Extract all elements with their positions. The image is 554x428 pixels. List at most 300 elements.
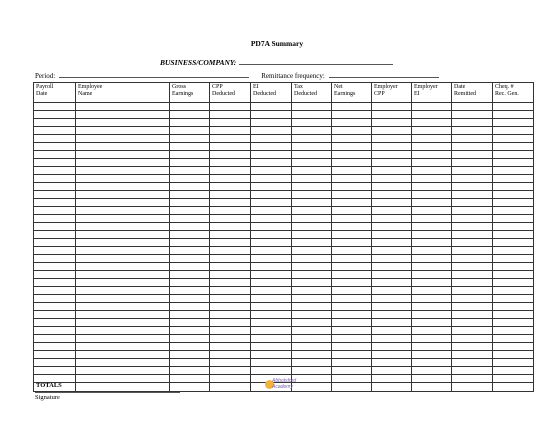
table-cell[interactable]: [292, 167, 332, 175]
table-cell[interactable]: [170, 247, 210, 255]
table-cell[interactable]: [76, 191, 170, 199]
table-cell[interactable]: [34, 119, 76, 127]
table-cell[interactable]: [210, 319, 251, 327]
table-cell[interactable]: [292, 319, 332, 327]
table-cell[interactable]: [251, 175, 292, 183]
table-cell[interactable]: [332, 239, 372, 247]
table-cell[interactable]: [76, 119, 170, 127]
table-cell[interactable]: [170, 111, 210, 119]
table-cell[interactable]: [452, 183, 493, 191]
table-cell[interactable]: [452, 343, 493, 351]
table-cell[interactable]: [210, 335, 251, 343]
table-cell[interactable]: [372, 255, 412, 263]
table-cell[interactable]: [412, 191, 452, 199]
table-cell[interactable]: [170, 103, 210, 111]
table-cell[interactable]: [210, 127, 251, 135]
table-cell[interactable]: [292, 207, 332, 215]
table-cell[interactable]: [76, 151, 170, 159]
table-cell[interactable]: [493, 359, 534, 367]
table-cell[interactable]: [493, 303, 534, 311]
table-cell[interactable]: [170, 191, 210, 199]
table-cell[interactable]: [372, 207, 412, 215]
table-cell[interactable]: [412, 239, 452, 247]
table-cell[interactable]: [332, 303, 372, 311]
table-cell[interactable]: [332, 111, 372, 119]
table-cell[interactable]: [34, 239, 76, 247]
table-cell[interactable]: [292, 231, 332, 239]
table-cell[interactable]: [493, 247, 534, 255]
table-cell[interactable]: [493, 311, 534, 319]
table-cell[interactable]: [170, 295, 210, 303]
table-cell[interactable]: [34, 271, 76, 279]
table-cell[interactable]: [493, 231, 534, 239]
table-cell[interactable]: [292, 255, 332, 263]
table-cell[interactable]: [251, 231, 292, 239]
table-cell[interactable]: [412, 263, 452, 271]
table-cell[interactable]: [76, 223, 170, 231]
table-cell[interactable]: [170, 263, 210, 271]
table-cell[interactable]: [292, 271, 332, 279]
table-cell[interactable]: [34, 231, 76, 239]
totals-cell[interactable]: [372, 383, 412, 392]
table-cell[interactable]: [372, 351, 412, 359]
table-cell[interactable]: [251, 295, 292, 303]
table-cell[interactable]: [332, 247, 372, 255]
table-cell[interactable]: [372, 335, 412, 343]
table-cell[interactable]: [452, 151, 493, 159]
table-cell[interactable]: [493, 279, 534, 287]
table-cell[interactable]: [210, 167, 251, 175]
table-cell[interactable]: [412, 175, 452, 183]
table-cell[interactable]: [452, 375, 493, 383]
table-cell[interactable]: [210, 351, 251, 359]
table-cell[interactable]: [412, 119, 452, 127]
table-cell[interactable]: [76, 175, 170, 183]
table-cell[interactable]: [292, 303, 332, 311]
table-cell[interactable]: [452, 223, 493, 231]
table-cell[interactable]: [210, 271, 251, 279]
table-cell[interactable]: [292, 175, 332, 183]
table-cell[interactable]: [76, 375, 170, 383]
table-cell[interactable]: [332, 143, 372, 151]
table-cell[interactable]: [170, 255, 210, 263]
table-cell[interactable]: [170, 375, 210, 383]
table-cell[interactable]: [251, 223, 292, 231]
table-cell[interactable]: [332, 159, 372, 167]
table-cell[interactable]: [452, 255, 493, 263]
table-cell[interactable]: [332, 151, 372, 159]
table-cell[interactable]: [170, 343, 210, 351]
table-cell[interactable]: [452, 143, 493, 151]
table-cell[interactable]: [251, 319, 292, 327]
table-cell[interactable]: [76, 295, 170, 303]
table-cell[interactable]: [251, 279, 292, 287]
table-cell[interactable]: [34, 159, 76, 167]
table-cell[interactable]: [412, 135, 452, 143]
table-cell[interactable]: [170, 207, 210, 215]
table-cell[interactable]: [493, 199, 534, 207]
table-cell[interactable]: [372, 359, 412, 367]
table-cell[interactable]: [452, 135, 493, 143]
table-cell[interactable]: [292, 351, 332, 359]
table-cell[interactable]: [170, 359, 210, 367]
table-cell[interactable]: [332, 119, 372, 127]
table-cell[interactable]: [210, 247, 251, 255]
table-cell[interactable]: [493, 103, 534, 111]
table-cell[interactable]: [372, 295, 412, 303]
table-cell[interactable]: [34, 351, 76, 359]
table-cell[interactable]: [292, 311, 332, 319]
table-cell[interactable]: [332, 223, 372, 231]
table-cell[interactable]: [251, 159, 292, 167]
table-cell[interactable]: [251, 127, 292, 135]
table-cell[interactable]: [452, 271, 493, 279]
table-cell[interactable]: [372, 231, 412, 239]
table-cell[interactable]: [332, 295, 372, 303]
table-cell[interactable]: [493, 167, 534, 175]
table-cell[interactable]: [170, 119, 210, 127]
table-cell[interactable]: [493, 255, 534, 263]
totals-cell[interactable]: [170, 383, 210, 392]
table-cell[interactable]: [332, 311, 372, 319]
table-cell[interactable]: [251, 351, 292, 359]
table-cell[interactable]: [412, 143, 452, 151]
table-cell[interactable]: [292, 287, 332, 295]
table-cell[interactable]: [170, 311, 210, 319]
table-cell[interactable]: [292, 119, 332, 127]
totals-cell[interactable]: [493, 383, 534, 392]
table-cell[interactable]: [210, 263, 251, 271]
table-cell[interactable]: [34, 335, 76, 343]
table-cell[interactable]: [412, 311, 452, 319]
table-cell[interactable]: [372, 151, 412, 159]
table-cell[interactable]: [76, 231, 170, 239]
table-cell[interactable]: [292, 335, 332, 343]
table-cell[interactable]: [292, 199, 332, 207]
table-cell[interactable]: [412, 223, 452, 231]
table-cell[interactable]: [251, 239, 292, 247]
totals-cell[interactable]: [76, 383, 170, 392]
table-cell[interactable]: [76, 335, 170, 343]
table-cell[interactable]: [452, 351, 493, 359]
table-cell[interactable]: [332, 183, 372, 191]
table-cell[interactable]: [76, 111, 170, 119]
table-cell[interactable]: [452, 239, 493, 247]
table-cell[interactable]: [332, 367, 372, 375]
table-cell[interactable]: [452, 127, 493, 135]
table-cell[interactable]: [493, 271, 534, 279]
table-cell[interactable]: [412, 279, 452, 287]
table-cell[interactable]: [412, 351, 452, 359]
table-cell[interactable]: [493, 175, 534, 183]
table-cell[interactable]: [452, 335, 493, 343]
table-cell[interactable]: [251, 343, 292, 351]
table-cell[interactable]: [210, 239, 251, 247]
table-cell[interactable]: [251, 327, 292, 335]
table-cell[interactable]: [34, 255, 76, 263]
table-cell[interactable]: [452, 303, 493, 311]
table-cell[interactable]: [76, 255, 170, 263]
table-cell[interactable]: [412, 367, 452, 375]
table-cell[interactable]: [493, 351, 534, 359]
table-cell[interactable]: [412, 343, 452, 351]
table-cell[interactable]: [412, 359, 452, 367]
table-cell[interactable]: [412, 167, 452, 175]
table-cell[interactable]: [372, 287, 412, 295]
table-cell[interactable]: [332, 127, 372, 135]
table-cell[interactable]: [76, 199, 170, 207]
table-cell[interactable]: [170, 199, 210, 207]
table-cell[interactable]: [251, 255, 292, 263]
table-cell[interactable]: [76, 239, 170, 247]
signature-line[interactable]: [35, 392, 180, 393]
table-cell[interactable]: [412, 151, 452, 159]
table-cell[interactable]: [372, 199, 412, 207]
table-cell[interactable]: [452, 159, 493, 167]
table-cell[interactable]: [210, 255, 251, 263]
table-cell[interactable]: [76, 143, 170, 151]
table-cell[interactable]: [34, 311, 76, 319]
table-cell[interactable]: [210, 295, 251, 303]
table-cell[interactable]: [210, 287, 251, 295]
table-cell[interactable]: [210, 375, 251, 383]
table-cell[interactable]: [76, 367, 170, 375]
table-cell[interactable]: [210, 175, 251, 183]
table-cell[interactable]: [210, 223, 251, 231]
table-cell[interactable]: [251, 311, 292, 319]
table-cell[interactable]: [76, 319, 170, 327]
table-cell[interactable]: [452, 111, 493, 119]
table-cell[interactable]: [251, 103, 292, 111]
table-cell[interactable]: [210, 119, 251, 127]
table-cell[interactable]: [76, 359, 170, 367]
table-cell[interactable]: [292, 135, 332, 143]
table-cell[interactable]: [76, 183, 170, 191]
table-cell[interactable]: [372, 167, 412, 175]
table-cell[interactable]: [412, 199, 452, 207]
table-cell[interactable]: [412, 327, 452, 335]
table-cell[interactable]: [251, 359, 292, 367]
table-cell[interactable]: [210, 135, 251, 143]
table-cell[interactable]: [170, 327, 210, 335]
table-cell[interactable]: [76, 247, 170, 255]
table-cell[interactable]: [493, 367, 534, 375]
table-cell[interactable]: [493, 215, 534, 223]
table-cell[interactable]: [412, 183, 452, 191]
table-cell[interactable]: [292, 239, 332, 247]
remittance-frequency-blank-line[interactable]: [329, 70, 439, 78]
table-cell[interactable]: [332, 135, 372, 143]
table-cell[interactable]: [412, 303, 452, 311]
table-cell[interactable]: [493, 127, 534, 135]
table-cell[interactable]: [292, 143, 332, 151]
table-cell[interactable]: [34, 143, 76, 151]
table-cell[interactable]: [34, 175, 76, 183]
table-cell[interactable]: [170, 303, 210, 311]
table-cell[interactable]: [372, 311, 412, 319]
table-cell[interactable]: [76, 263, 170, 271]
table-cell[interactable]: [332, 191, 372, 199]
table-cell[interactable]: [412, 375, 452, 383]
table-cell[interactable]: [170, 167, 210, 175]
table-cell[interactable]: [493, 239, 534, 247]
table-cell[interactable]: [332, 335, 372, 343]
table-cell[interactable]: [372, 111, 412, 119]
table-cell[interactable]: [332, 231, 372, 239]
table-cell[interactable]: [210, 359, 251, 367]
table-cell[interactable]: [292, 367, 332, 375]
table-cell[interactable]: [34, 167, 76, 175]
table-cell[interactable]: [34, 279, 76, 287]
table-cell[interactable]: [251, 271, 292, 279]
table-cell[interactable]: [210, 303, 251, 311]
table-cell[interactable]: [452, 327, 493, 335]
table-cell[interactable]: [34, 303, 76, 311]
table-cell[interactable]: [76, 327, 170, 335]
table-cell[interactable]: [452, 103, 493, 111]
table-cell[interactable]: [292, 191, 332, 199]
table-cell[interactable]: [412, 295, 452, 303]
table-cell[interactable]: [170, 159, 210, 167]
table-cell[interactable]: [34, 199, 76, 207]
table-cell[interactable]: [34, 151, 76, 159]
table-cell[interactable]: [170, 367, 210, 375]
table-cell[interactable]: [292, 103, 332, 111]
table-cell[interactable]: [210, 103, 251, 111]
table-cell[interactable]: [170, 215, 210, 223]
table-cell[interactable]: [34, 135, 76, 143]
table-cell[interactable]: [76, 311, 170, 319]
table-cell[interactable]: [292, 263, 332, 271]
table-cell[interactable]: [251, 191, 292, 199]
table-cell[interactable]: [332, 175, 372, 183]
table-cell[interactable]: [170, 351, 210, 359]
table-cell[interactable]: [452, 287, 493, 295]
table-cell[interactable]: [493, 143, 534, 151]
table-cell[interactable]: [452, 367, 493, 375]
table-cell[interactable]: [493, 327, 534, 335]
table-cell[interactable]: [452, 191, 493, 199]
table-cell[interactable]: [76, 103, 170, 111]
totals-cell[interactable]: [412, 383, 452, 392]
table-cell[interactable]: [170, 279, 210, 287]
table-cell[interactable]: [210, 367, 251, 375]
table-cell[interactable]: [34, 215, 76, 223]
table-cell[interactable]: [76, 279, 170, 287]
table-cell[interactable]: [332, 263, 372, 271]
table-cell[interactable]: [493, 263, 534, 271]
table-cell[interactable]: [170, 287, 210, 295]
table-cell[interactable]: [292, 215, 332, 223]
table-cell[interactable]: [452, 199, 493, 207]
table-cell[interactable]: [170, 223, 210, 231]
table-cell[interactable]: [372, 143, 412, 151]
table-cell[interactable]: [210, 111, 251, 119]
table-cell[interactable]: [452, 359, 493, 367]
table-cell[interactable]: [493, 159, 534, 167]
table-cell[interactable]: [251, 167, 292, 175]
table-cell[interactable]: [34, 319, 76, 327]
table-cell[interactable]: [292, 151, 332, 159]
table-cell[interactable]: [292, 111, 332, 119]
table-cell[interactable]: [372, 183, 412, 191]
table-cell[interactable]: [332, 351, 372, 359]
table-cell[interactable]: [372, 271, 412, 279]
table-cell[interactable]: [412, 319, 452, 327]
table-cell[interactable]: [76, 343, 170, 351]
table-cell[interactable]: [372, 247, 412, 255]
table-cell[interactable]: [34, 263, 76, 271]
table-cell[interactable]: [372, 367, 412, 375]
table-cell[interactable]: [372, 279, 412, 287]
table-cell[interactable]: [332, 271, 372, 279]
table-cell[interactable]: [332, 287, 372, 295]
table-cell[interactable]: [34, 359, 76, 367]
table-cell[interactable]: [372, 103, 412, 111]
table-cell[interactable]: [76, 303, 170, 311]
table-cell[interactable]: [452, 247, 493, 255]
table-cell[interactable]: [170, 239, 210, 247]
table-cell[interactable]: [452, 119, 493, 127]
table-cell[interactable]: [372, 159, 412, 167]
table-cell[interactable]: [292, 223, 332, 231]
table-cell[interactable]: [412, 335, 452, 343]
table-cell[interactable]: [412, 247, 452, 255]
table-cell[interactable]: [412, 255, 452, 263]
table-cell[interactable]: [372, 175, 412, 183]
table-cell[interactable]: [452, 207, 493, 215]
table-cell[interactable]: [372, 327, 412, 335]
table-cell[interactable]: [412, 159, 452, 167]
table-cell[interactable]: [251, 207, 292, 215]
table-cell[interactable]: [210, 279, 251, 287]
table-cell[interactable]: [292, 127, 332, 135]
table-cell[interactable]: [332, 279, 372, 287]
table-cell[interactable]: [493, 343, 534, 351]
table-cell[interactable]: [210, 151, 251, 159]
table-cell[interactable]: [210, 311, 251, 319]
table-cell[interactable]: [76, 271, 170, 279]
table-cell[interactable]: [34, 327, 76, 335]
table-cell[interactable]: [251, 247, 292, 255]
totals-cell[interactable]: [210, 383, 251, 392]
table-cell[interactable]: [251, 151, 292, 159]
table-cell[interactable]: [251, 183, 292, 191]
table-cell[interactable]: [372, 239, 412, 247]
table-cell[interactable]: [170, 175, 210, 183]
table-cell[interactable]: [292, 247, 332, 255]
table-cell[interactable]: [493, 135, 534, 143]
table-cell[interactable]: [412, 271, 452, 279]
table-cell[interactable]: [452, 231, 493, 239]
table-cell[interactable]: [210, 183, 251, 191]
table-cell[interactable]: [493, 207, 534, 215]
table-cell[interactable]: [34, 191, 76, 199]
table-cell[interactable]: [210, 215, 251, 223]
table-cell[interactable]: [170, 151, 210, 159]
table-cell[interactable]: [170, 271, 210, 279]
table-cell[interactable]: [251, 367, 292, 375]
table-cell[interactable]: [34, 295, 76, 303]
period-blank-line[interactable]: [59, 70, 249, 78]
table-cell[interactable]: [332, 199, 372, 207]
table-cell[interactable]: [210, 231, 251, 239]
table-cell[interactable]: [452, 279, 493, 287]
table-cell[interactable]: [493, 223, 534, 231]
table-cell[interactable]: [76, 207, 170, 215]
table-cell[interactable]: [210, 327, 251, 335]
table-cell[interactable]: [76, 351, 170, 359]
